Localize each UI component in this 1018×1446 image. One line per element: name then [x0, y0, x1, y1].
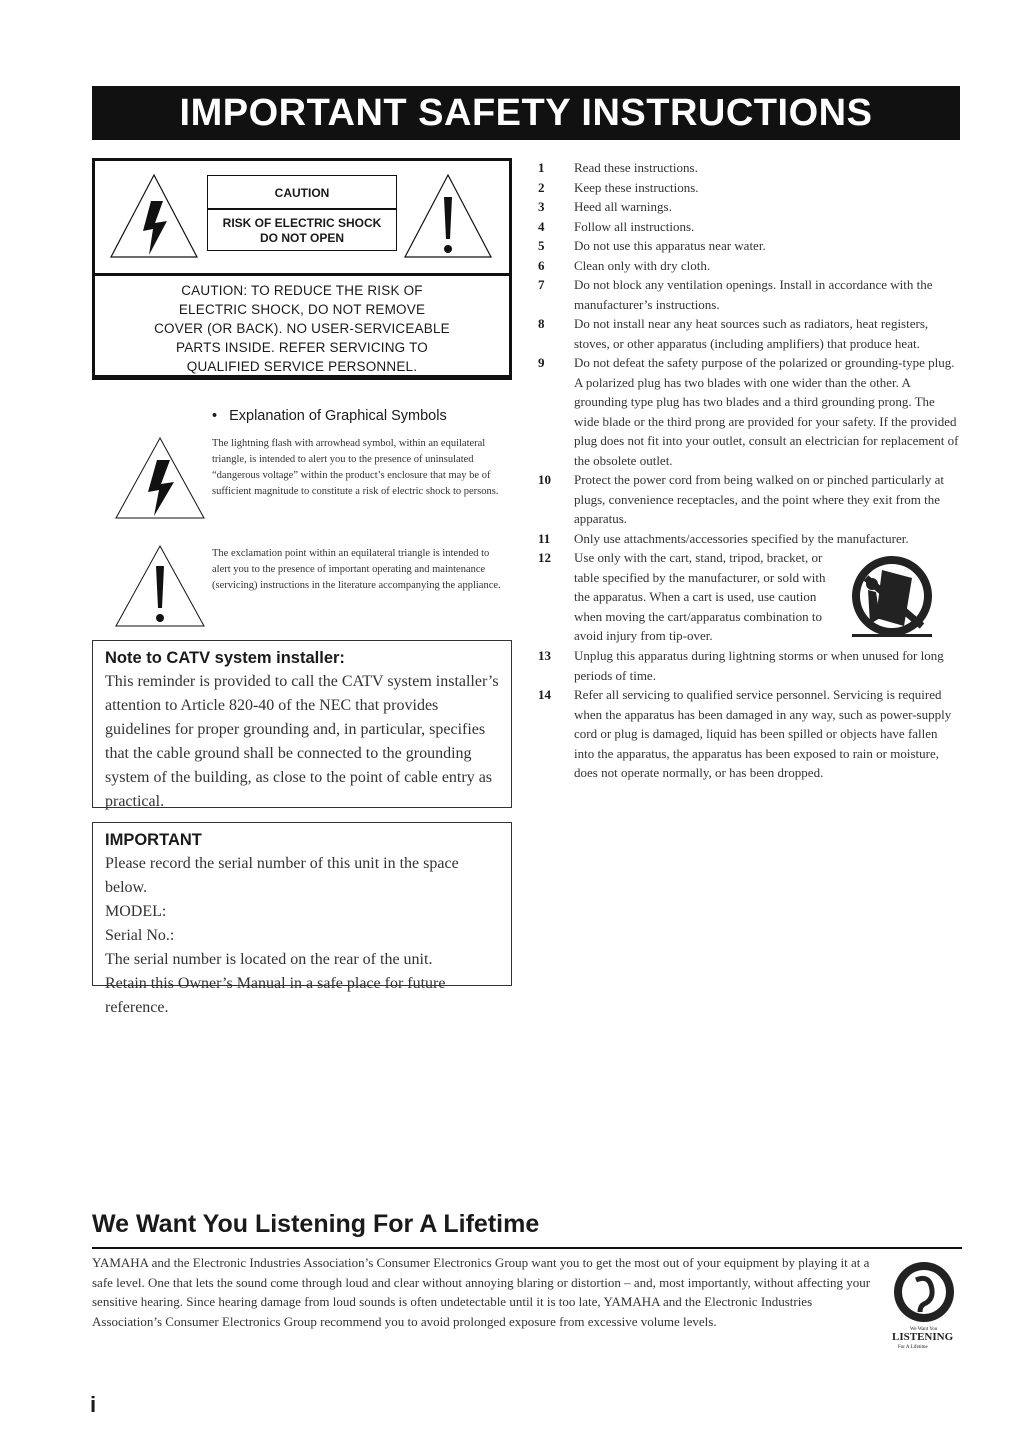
logo-sub-text: For A Lifetime [898, 1345, 928, 1350]
item-text: Do not install near any heat sources such as radiators, heat registers, stoves, or other apparatus (including amplifiers) that produce heat. [574, 316, 929, 351]
catv-note-title: Note to CATV system installer: [105, 649, 345, 667]
important-record-text: Please record the serial number of this unit in the space below. [105, 855, 459, 896]
explanation-title: Explanation of Graphical Symbols [229, 408, 447, 424]
item-number: 11 [538, 530, 551, 546]
list-item [538, 197, 960, 217]
item-number: 3 [538, 199, 545, 214]
list-item [538, 529, 960, 549]
caution-bottom-bar [92, 375, 512, 380]
list-item [538, 314, 960, 353]
cart-tip-over-warning-icon [842, 548, 942, 644]
item-text: Protect the power cord from being walked on or pinched particularly at plugs, convenience receptacles, and the point where they exit from the apparatus. [574, 472, 945, 526]
list-item [538, 353, 960, 470]
caution-line: ELECTRIC SHOCK, DO NOT REMOVE [178, 302, 426, 317]
list-item [538, 236, 960, 256]
item-text: Do not block any ventilation openings. Install in accordance with the manufacturer’s instructions. [574, 277, 933, 312]
item-number: 13 [538, 648, 551, 663]
retain-manual-text: Retain this Owner’s Manual in a safe place for future reference. [105, 975, 446, 1016]
exclamation-explanation: The exclamation point within an equilateral triangle is intended to alert you to the presence of important operating and maintenance (servicing) instructions in the literature accompanying the appliance. [212, 548, 501, 591]
item-text: Only use attachments/accessories specified by the manufacturer. [574, 530, 909, 546]
item-text: Heed all warnings. [574, 199, 672, 214]
item-text: Keep these instructions. [574, 179, 699, 195]
item-text: Read these instructions. [574, 160, 698, 175]
safety-instructions-list [538, 158, 960, 783]
item-number: 4 [538, 218, 545, 234]
lightning-symbol-icon [112, 434, 208, 522]
caution-label-risk [208, 216, 396, 246]
item-number: 5 [538, 238, 545, 253]
item-text: Do not use this apparatus near water. [574, 238, 766, 253]
caution-risk-line: RISK OF ELECTRIC SHOCK [222, 216, 382, 230]
caution-box [92, 158, 512, 378]
item-text: Clean only with dry cloth. [574, 257, 711, 273]
list-item [538, 178, 960, 198]
item-number: 12 [538, 550, 551, 565]
exclamation-warning-icon [401, 171, 495, 263]
item-text: Follow all instructions. [574, 218, 695, 234]
caution-do-not-open-line: DO NOT OPEN [259, 231, 344, 245]
list-item [538, 646, 960, 685]
caution-divider [95, 273, 509, 276]
lifetime-heading: We Want You Listening For A Lifetime [92, 1210, 540, 1238]
caution-line: CAUTION: TO REDUCE THE RISK OF [181, 283, 423, 298]
list-item [538, 275, 960, 314]
caution-line: QUALIFIED SERVICE PERSONNEL. [186, 359, 418, 374]
item-text: Do not defeat the safety purpose of the polarized or grounding-type plug. A polarized plug has two blades with one wider than the other. A grounding type plug has two blades and a third grounding prong. The wide blade or the third prong are provided for your safety. If the provided plug does not fit into your outlet, consult an electrician for replacement of the obsolete outlet. [574, 355, 959, 468]
caution-label [207, 175, 397, 251]
important-title: IMPORTANT [105, 831, 202, 849]
caution-line: PARTS INSIDE. REFER SERVICING TO [176, 340, 428, 355]
listening-for-a-lifetime-logo [890, 1258, 958, 1350]
item-number: 9 [538, 355, 545, 370]
item-number: 14 [538, 687, 551, 702]
list-item [538, 685, 960, 783]
item-text: Refer all servicing to qualified service personnel. Servicing is required when the apparatus has been damaged in any way, such as power-supply cord or plug is damaged, liquid has been spilled or objects have fallen into the apparatus, the apparatus has been exposed to rain or moisture, does not operate normally, or has been dropped. [574, 687, 952, 780]
item-text: Use only with the cart, stand, tripod, bracket, or table specified by the manufacturer, or sold with the apparatus. When a cart is used, use caution when moving the cart/apparatus combination to avoid injury from tip-over. [574, 550, 826, 643]
item-number: 8 [538, 316, 545, 331]
exclamation-symbol-icon [112, 542, 208, 630]
page-title-banner [92, 86, 960, 140]
logo-small-text: We Want You [910, 1327, 938, 1332]
lightning-warning-icon [107, 171, 201, 263]
lifetime-rule [92, 1247, 962, 1249]
caution-label-divider [208, 208, 396, 210]
item-number: 10 [538, 472, 551, 487]
item-number: 2 [538, 179, 545, 195]
catv-note-body: This reminder is provided to call the CATV system installer’s attention to Article 820-40 of the NEC that provides guidelines for proper grounding and, in particular, specifies that the cable ground shall be connected to the grounding system of the building, as close to the point of cable entry as practical. [105, 673, 499, 810]
explanation-heading [212, 408, 447, 424]
caution-warning-text [95, 281, 509, 376]
lightning-explanation: The lightning flash with arrowhead symbol, within an equilateral triangle, is intended to alert you to the presence of uninsulated “dangerous voltage” within the product’s enclosure that may be of sufficient magnitude to constitute a risk of electric shock to persons. [212, 438, 499, 497]
important-box [92, 822, 512, 1016]
caution-label-title: CAUTION [274, 186, 330, 200]
item-number: 7 [538, 277, 545, 292]
list-item [538, 217, 960, 237]
item-number: 1 [538, 160, 545, 175]
logo-main-text: LISTENING [892, 1331, 954, 1343]
page-number: i [90, 1392, 97, 1417]
bullet-mark: • [212, 408, 218, 424]
list-item [538, 470, 960, 529]
list-item [538, 256, 960, 276]
list-item [538, 548, 960, 646]
caution-line: COVER (OR BACK). NO USER-SERVICEABLE [154, 321, 450, 336]
item-text: Unplug this apparatus during lightning storms or when unused for long periods of time. [574, 648, 944, 683]
serial-location-text: The serial number is located on the rear of the unit. [105, 951, 433, 968]
model-field-label: MODEL: [105, 903, 167, 920]
lifetime-body: YAMAHA and the Electronic Industries Association’s Consumer Electronics Group want you to get the most out of your equipment by playing it at a safe level. One that lets the sound come through loud and clear without annoying blaring or distortion – and, most importantly, without affecting your sensitive hearing. Since hearing damage from loud sounds is often undetectable until it is too late, YAMAHA and the Electronic Industries Association’s Consumer Electronics Group recommend you to avoid prolonged exposure from excessive volume levels. [92, 1255, 871, 1329]
list-item [538, 158, 960, 178]
caution-symbols-row [95, 161, 509, 273]
item-number: 6 [538, 257, 545, 273]
page-title: IMPORTANT SAFETY INSTRUCTIONS [179, 91, 873, 134]
catv-note-box [92, 640, 512, 808]
serial-field-label: Serial No.: [105, 927, 175, 944]
